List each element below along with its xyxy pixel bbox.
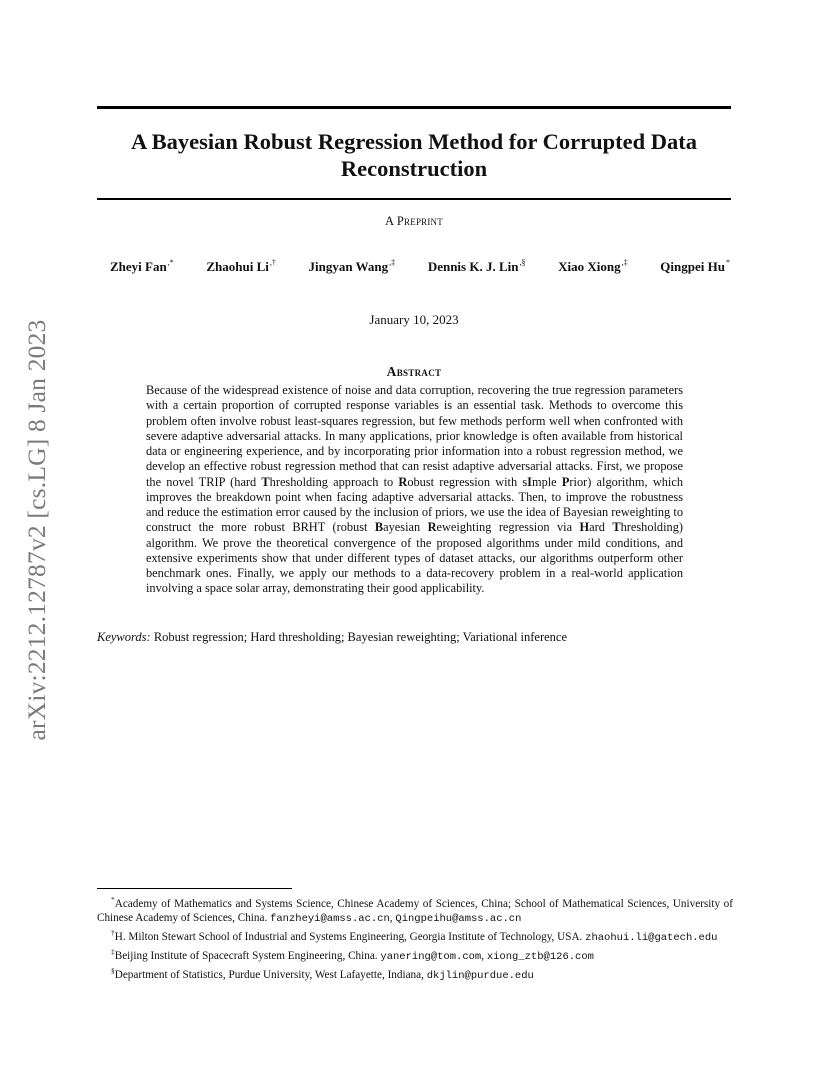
author-name: Jingyan Wang <box>308 259 389 274</box>
footnote-mark: † <box>111 928 115 937</box>
paper-title <box>97 128 731 182</box>
separator: , <box>389 912 396 924</box>
footnote-2 <box>97 926 733 945</box>
abstract-text: ayesian <box>383 520 428 535</box>
abstract-heading: Abstract <box>386 364 442 379</box>
author-list <box>110 258 730 275</box>
author-2 <box>206 258 276 275</box>
acronym-letter: I <box>527 474 532 489</box>
footnote-1 <box>97 893 733 926</box>
acronym-letter: P <box>561 474 570 489</box>
abstract-text: eweighting regression via <box>436 520 580 535</box>
author-affiliation-mark: ,† <box>269 258 276 267</box>
footnote-text: H. Milton Stewart School of Industrial and Systems Engineering, Georgia Institute of Technology, USA. <box>114 931 586 943</box>
email-link[interactable]: zhaohui.li@gatech.edu <box>585 932 718 944</box>
keywords-line <box>97 630 737 645</box>
abstract-text: ard <box>589 520 613 535</box>
abstract-text: mple <box>531 474 562 489</box>
abstract-text: rior) algorithm, which improves the breakdown point when facing adaptive adversarial attacks. Then, to improve the robustness and reduce the estimation error caused by the inclusion of priors, we use the idea of Bayesian reweighting to construct the more robust BRHT (robust <box>146 474 683 535</box>
footnote-mark: * <box>111 895 115 904</box>
title-top-rule <box>97 106 731 109</box>
email-link[interactable]: yanering@tom.com <box>380 951 482 963</box>
author-4 <box>428 258 526 275</box>
footnote-text: Department of Statistics, Purdue University, West Lafayette, Indiana, <box>114 969 427 981</box>
footnote-4 <box>97 964 733 983</box>
paper-title-line-2: Reconstruction <box>340 156 488 181</box>
footnote-text: Academy of Mathematics and Systems Science, Chinese Academy of Sciences, China; School of Mathematical Sciences, University of Chinese Academy of Sciences, China. <box>97 898 733 924</box>
paper-title-line-1: A Bayesian Robust Regression Method for Corrupted Data <box>130 129 698 154</box>
email-link[interactable]: dkjlin@purdue.edu <box>426 970 534 982</box>
acronym-letter: R <box>398 474 408 489</box>
author-5 <box>558 258 627 275</box>
author-name: Zheyi Fan <box>110 259 167 274</box>
author-affiliation-mark: * <box>725 258 730 267</box>
email-link[interactable]: fanzheyi@amss.ac.cn <box>270 913 390 925</box>
footnote-rule <box>97 888 292 889</box>
abstract-text: hresholding approach to <box>269 474 399 489</box>
footnote-text: Beijing Institute of Spacecraft System Engineering, China. <box>114 950 381 962</box>
title-bottom-rule <box>97 198 731 200</box>
footnote-mark: ‡ <box>111 947 115 956</box>
author-affiliation-mark: ,‡ <box>621 258 628 267</box>
email-link[interactable]: Qingpeihu@amss.ac.cn <box>395 913 522 925</box>
keywords-label: Keywords: <box>97 630 151 644</box>
author-6 <box>660 258 730 275</box>
author-affiliation-mark: ,* <box>167 258 174 267</box>
abstract-body <box>146 383 683 597</box>
preprint-label: A Preprint <box>385 214 443 228</box>
footnote-3 <box>97 945 733 964</box>
footnotes <box>97 893 733 983</box>
publication-date: January 10, 2023 <box>369 312 459 327</box>
author-name: Xiao Xiong <box>558 259 621 274</box>
acronym-letter: B <box>374 520 384 535</box>
author-affiliation-mark: ,§ <box>519 258 526 267</box>
author-name: Qingpei Hu <box>660 259 725 274</box>
email-link[interactable]: xiong_ztb@126.com <box>486 951 594 963</box>
author-affiliation-mark: ,‡ <box>389 258 396 267</box>
author-name: Zhaohui Li <box>206 259 269 274</box>
acronym-letter: R <box>427 520 437 535</box>
acronym-letter: T <box>612 520 621 535</box>
abstract-text: hresholding) algorithm. We prove the theoretical convergence of the proposed algorithms under mild conditions, and extensive experiments show that under different types of dataset attacks, our algorithms outperform other benchmark ones. Finally, we apply our methods to a data-recovery problem in a real-world application involving a space solar array, demonstrating their good applicability. <box>146 520 683 596</box>
author-name: Dennis K. J. Lin <box>427 259 519 274</box>
keywords-text: Robust regression; Hard thresholding; Bayesian reweighting; Variational inference <box>153 630 568 644</box>
acronym-letter: H <box>579 520 590 535</box>
footnote-mark: § <box>111 966 115 975</box>
author-1 <box>110 258 174 275</box>
arxiv-identifier-stamp: arXiv:2212.12787v2 [cs.LG] 8 Jan 2023 <box>22 319 51 741</box>
separator: , <box>481 950 487 962</box>
author-3 <box>309 258 396 275</box>
abstract-text: Because of the widespread existence of noise and data corruption, recovering the true regression parameters with a certain proportion of corrupted response variables is an essential task. Methods to overcome this problem often involve robust least-squares regression, but few methods perform well when confronted with severe adaptive adversarial attacks. In many applications, prior knowledge is often available from historical data or engineering experience, and by incorporating prior information into a robust regression method, we develop an effective robust regression method that can resist adaptive adversarial attacks. First, we propose the novel TRIP (hard <box>146 383 683 489</box>
abstract-text: obust regression with s <box>407 474 528 489</box>
acronym-letter: T <box>261 474 270 489</box>
